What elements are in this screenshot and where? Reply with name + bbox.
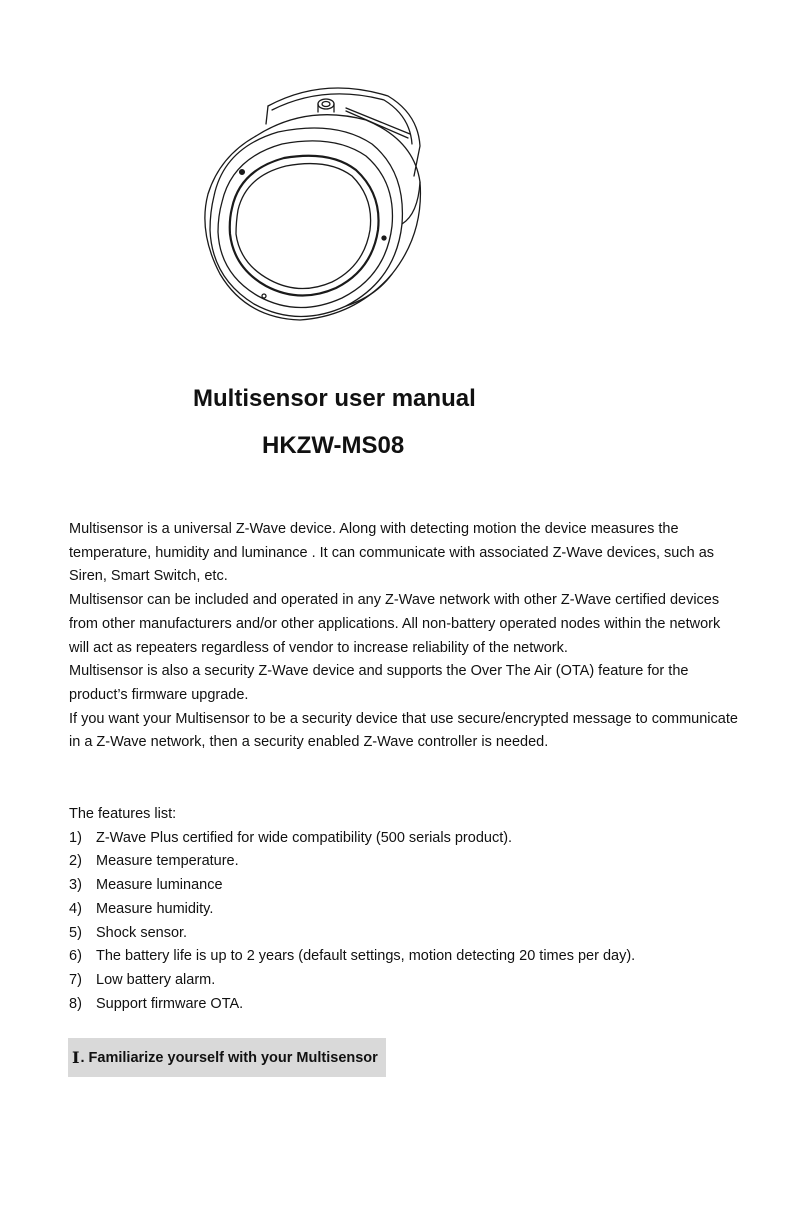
- list-item: [69, 850, 739, 874]
- list-item-number: 7): [69, 971, 82, 988]
- features-list: [69, 827, 739, 1017]
- list-item-number: 3): [69, 877, 82, 894]
- list-item-text: Shock sensor.: [96, 924, 188, 941]
- list-item: [69, 993, 739, 1017]
- list-item: [69, 874, 739, 898]
- intro-paragraph: Multisensor can be included and operated in any Z-Wave network with other Z-Wave certified devices from other manufacturers and/or other applications. All non-battery operated nodes within the network will act as repeaters regardless of vendor to increase reliability of the network.: [69, 592, 721, 656]
- list-item: [69, 969, 739, 993]
- list-item-text: Measure luminance: [96, 877, 223, 894]
- list-item: [69, 827, 739, 851]
- list-item-text: Measure temperature.: [96, 853, 239, 870]
- list-item-text: Low battery alarm.: [96, 971, 216, 988]
- list-item-text: Support firmware OTA.: [96, 995, 244, 1012]
- intro-paragraph: If you want your Multisensor to be a security device that use secure/encrypted message to communicate in a Z-Wave network, then a security enabled Z-Wave controller is needed.: [69, 710, 738, 751]
- list-item-number: 8): [69, 995, 82, 1012]
- list-item-number: 1): [69, 829, 82, 846]
- list-item: [69, 922, 739, 946]
- section-title: . Familiarize yourself with your Multisensor: [80, 1049, 378, 1066]
- list-item-number: 5): [69, 924, 82, 941]
- intro-section: [69, 518, 739, 755]
- section-numeral: Ⅰ: [72, 1048, 80, 1067]
- list-item-text: Measure humidity.: [96, 900, 214, 917]
- features-section: [69, 803, 739, 1016]
- section-heading: [68, 1038, 386, 1077]
- intro-paragraph: Multisensor is a universal Z-Wave device. Along with detecting motion the device measures the temperature, humidity and luminance . It can communicate with associated Z-Wave devices, such as Siren, Smart Switch, etc.: [69, 521, 715, 585]
- features-heading: The features list:: [69, 806, 177, 822]
- list-item-number: 6): [69, 948, 82, 965]
- list-item: [69, 898, 739, 922]
- intro-paragraph: Multisensor is also a security Z-Wave device and supports the Over The Air (OTA) feature for the product’s firmware upgrade.: [69, 663, 689, 703]
- list-item-number: 2): [69, 853, 82, 870]
- multisensor-device-icon: [196, 84, 440, 326]
- list-item-number: 4): [69, 900, 82, 917]
- document-title: Multisensor user manual: [193, 385, 476, 412]
- list-item-text: Z-Wave Plus certified for wide compatibility (500 serials product).: [96, 829, 513, 846]
- list-item-text: The battery life is up to 2 years (default settings, motion detecting 20 times per day).: [96, 948, 636, 965]
- model-number: HKZW-MS08: [262, 432, 405, 459]
- list-item: [69, 945, 739, 969]
